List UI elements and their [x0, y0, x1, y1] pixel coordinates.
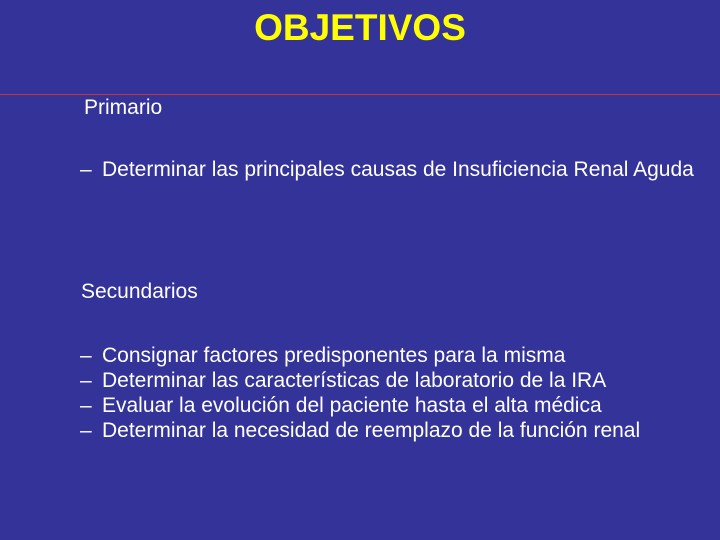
list-item: [80, 343, 700, 368]
list-item: [80, 157, 700, 182]
slide-title: OBJETIVOS: [254, 7, 466, 48]
bullet-dash-icon: –: [80, 394, 92, 417]
secondary-objectives-list: [80, 343, 700, 443]
list-item: [80, 368, 700, 393]
list-item: [80, 393, 700, 418]
bullet-dash-icon: –: [80, 344, 92, 367]
primary-heading: Primario: [84, 96, 163, 119]
objective-text: Determinar la necesidad de reemplazo de la función renal: [102, 419, 641, 442]
bullet-dash-icon: –: [80, 369, 92, 392]
objective-text: Determinar las principales causas de Insuficiencia Renal Aguda: [102, 158, 694, 181]
objective-text: Evaluar la evolución del paciente hasta el alta médica: [102, 394, 602, 417]
bullet-dash-icon: –: [80, 158, 92, 181]
bullet-dash-icon: –: [80, 419, 92, 442]
list-item: [80, 418, 700, 443]
primary-objectives-list: [80, 157, 700, 182]
objective-text: Determinar las características de laboratorio de la IRA: [102, 369, 607, 392]
objective-text: Consignar factores predisponentes para la misma: [102, 344, 566, 367]
secondary-heading: Secundarios: [81, 280, 198, 303]
